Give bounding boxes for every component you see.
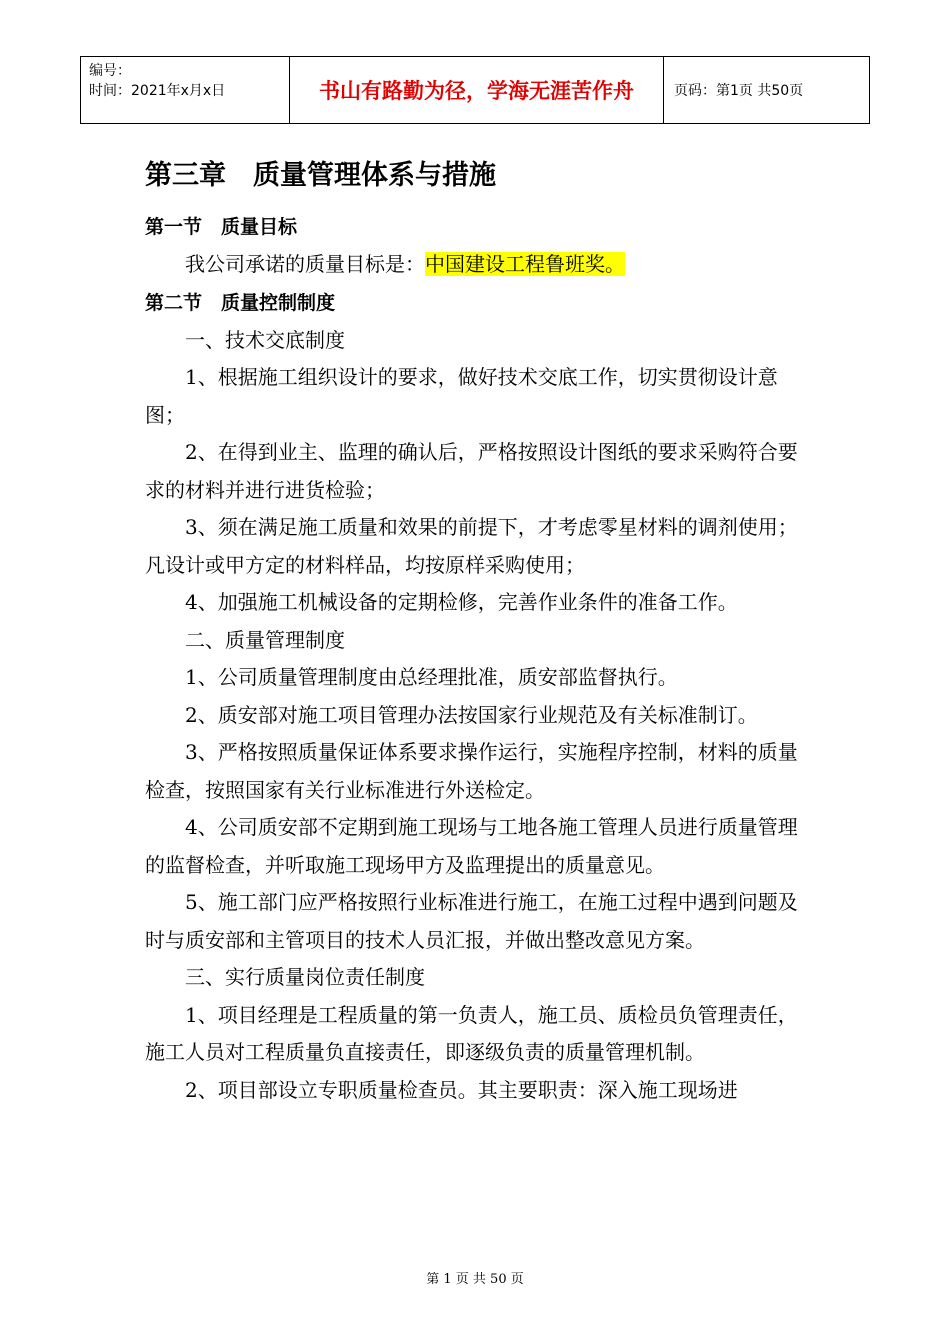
paragraph: 三、实行质量岗位责任制度	[185, 965, 425, 989]
paragraph: 3、严格按照质量保证体系要求操作运行，实施程序控制，材料的质量检查，按照国家有关行业标准进行外送检定。	[145, 740, 798, 802]
document-time-label: 时间：2021年x月x日	[89, 83, 226, 99]
paragraph: 一、技术交底制度	[185, 327, 345, 352]
goal-highlight: 中国建设工程鲁班奖。	[425, 252, 625, 276]
header-page-info: 页码：第1页 共50页	[664, 57, 870, 124]
paragraph: 1、项目经理是工程质量的第一负责人，施工员、质检员负管理责任，施工人员对工程质量负直接责任，即逐级负责的质量管理机制。	[145, 1002, 798, 1064]
paragraph: 4、加强施工机械设备的定期检修，完善作业条件的准备工作。	[185, 590, 738, 614]
quality-goal-paragraph	[145, 246, 810, 284]
paragraph: 二、质量管理制度	[185, 627, 345, 652]
paragraph: 4、公司质安部不定期到施工现场与工地各施工管理人员进行质量管理的监督检查，并听取施工现场甲方及监理提出的质量意见。	[145, 815, 798, 877]
paragraph: 1、根据施工组织设计的要求，做好技术交底工作，切实贯彻设计意图；	[145, 365, 778, 427]
page-footer: 第 1 页 共 50 页	[426, 1272, 524, 1287]
paragraph: 3、须在满足施工质量和效果的前提下，才考虑零星材料的调剂使用；凡设计或甲方定的材料样品，均按原样采购使用；	[145, 515, 798, 577]
paragraph: 2、项目部设立专职质量检查员。其主要职责：深入施工现场进	[185, 1077, 738, 1102]
paragraph: 2、在得到业主、监理的确认后，严格按照设计图纸的要求采购符合要求的材料并进行进货检验；	[145, 440, 798, 502]
paragraph: 1、公司质量管理制度由总经理批准，质安部监督执行。	[185, 665, 678, 689]
document-body	[145, 150, 810, 1109]
document-number-label: 编号：	[89, 63, 131, 79]
header-meta	[81, 57, 290, 124]
section-title-quality-control: 第二节 质量控制制度	[145, 291, 336, 314]
header-motto: 书山有路勤为径，学海无涯苦作舟	[290, 57, 664, 124]
page-header	[80, 56, 870, 124]
section-title-quality-goal: 第一节 质量目标	[145, 216, 298, 238]
goal-prefix: 我公司承诺的质量目标是：	[185, 252, 425, 276]
paragraph: 2、质安部对施工项目管理办法按国家行业规范及有关标准制订。	[185, 702, 758, 727]
chapter-title: 第三章 质量管理体系与措施	[145, 160, 496, 191]
paragraph: 5、施工部门应严格按照行业标准进行施工，在施工过程中遇到问题及时与质安部和主管项目的技术人员汇报，并做出整改意见方案。	[145, 890, 798, 952]
